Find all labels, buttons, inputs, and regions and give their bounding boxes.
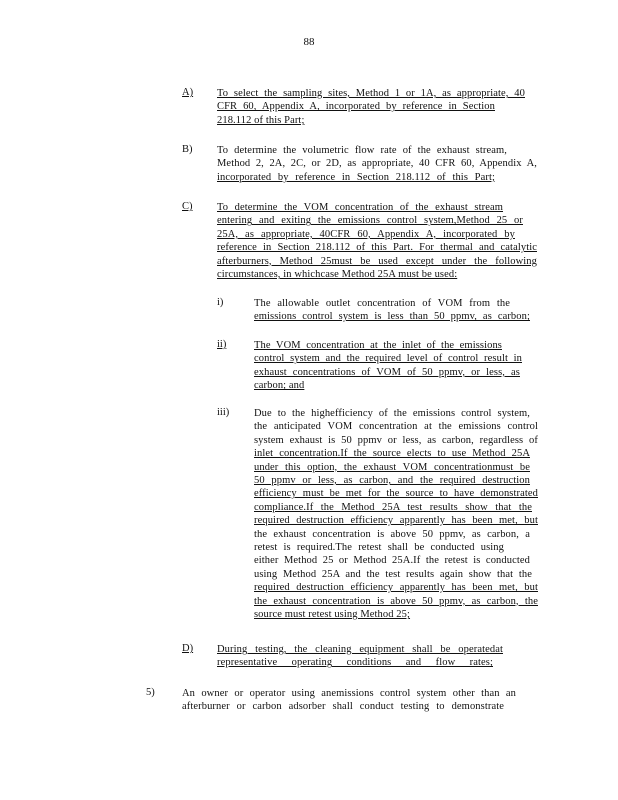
item-ii-text bbox=[254, 339, 522, 393]
text-line: representative operating conditions and flow rates; bbox=[217, 657, 493, 669]
text-line: under this option, the exhaust VOM concentrationmust be bbox=[254, 461, 530, 473]
item-label-c: C) bbox=[182, 201, 193, 212]
text-line: incorporated by reference in Section 218.112 of this Part; bbox=[217, 171, 495, 183]
text-line: inlet concentration.If the source elects to use Method 25A bbox=[254, 448, 530, 460]
text-line: system exhaust is 50 ppmv or less, as carbon, regardless of bbox=[254, 434, 538, 446]
text-line: 25A, as appropriate, 40CFR 60, Appendix A, incorporated by bbox=[217, 228, 515, 240]
text-line: exhaust concentrations of VOM of 50 ppmv, or less, as bbox=[254, 366, 520, 378]
item-label-ii: ii) bbox=[217, 339, 227, 350]
text-line: compliance.If the Method 25A test results show that the bbox=[254, 501, 532, 513]
text-line: To determine the VOM concentration of the exhaust stream bbox=[217, 202, 503, 213]
text-line: To select the sampling sites, Method 1 or 1A, as appropriate, 40 bbox=[217, 88, 525, 99]
item-label-5: 5) bbox=[146, 687, 155, 698]
text-line: Method 2, 2A, 2C, or 2D, as appropriate, 40 CFR 60, Appendix A, bbox=[217, 158, 537, 170]
text-line: the exhaust concentration is above 50 ppmv, as carbon, the bbox=[254, 595, 538, 607]
item-label-i: i) bbox=[217, 297, 224, 308]
item-a-text bbox=[217, 87, 525, 127]
item-b-text bbox=[217, 144, 537, 184]
text-line: CFR 60, Appendix A, incorporated by reference in Section bbox=[217, 101, 495, 113]
item-label-b: B) bbox=[182, 144, 193, 155]
item-c-text bbox=[217, 201, 537, 281]
text-line: reference in Section 218.112 of this Part. For thermal and catalytic bbox=[217, 242, 537, 254]
text-line: 50 ppmv or less, as carbon, and the required destruction bbox=[254, 475, 530, 487]
text-line: 218.112 of this Part; bbox=[217, 114, 305, 126]
text-line: carbon; and bbox=[254, 380, 305, 392]
text-line: either Method 25 or Method 25A.If the retest is conducted bbox=[254, 555, 530, 567]
item-5-text bbox=[182, 687, 522, 714]
item-iii-text bbox=[254, 407, 538, 622]
item-label-iii: iii) bbox=[217, 407, 230, 418]
item-label-a: A) bbox=[182, 87, 194, 98]
text-line: required destruction efficiency apparently has been met, but bbox=[254, 582, 538, 594]
text-line: During testing, the cleaning equipment shall be operatedat bbox=[217, 644, 503, 655]
text-line: efficiency must be met for the source to have demonstrated bbox=[254, 488, 538, 500]
text-line: The VOM concentration at the inlet of the emissions bbox=[254, 340, 502, 351]
text-line: the anticipated VOM concentration at the emissions control bbox=[254, 421, 538, 433]
text-line: An owner or operator using anemissions control system other than an bbox=[182, 688, 516, 699]
page-number: 88 bbox=[303, 36, 315, 48]
text-line: required destruction efficiency apparently has been met, but bbox=[254, 515, 538, 527]
text-line: the exhaust concentration is above 50 ppmv, as carbon, a bbox=[254, 528, 530, 540]
text-line: To determine the volumetric flow rate of the exhaust stream, bbox=[217, 145, 507, 156]
text-line: using Method 25A and the test results again show that the bbox=[254, 568, 532, 580]
text-line: emissions control system is less than 50 ppmv, as carbon; bbox=[254, 311, 530, 323]
text-line: Due to the highefficiency of the emissions control system, bbox=[254, 408, 530, 419]
item-i-text bbox=[254, 297, 530, 324]
text-line: entering and exiting the emissions control system,Method 25 or bbox=[217, 215, 523, 227]
item-label-d: D) bbox=[182, 643, 194, 654]
text-line: afterburners, Method 25must be used except under the following bbox=[217, 255, 537, 267]
item-d-text bbox=[217, 643, 517, 670]
text-line: retest is required.The retest shall be conducted using bbox=[254, 542, 504, 554]
text-line: source must retest using Method 25; bbox=[254, 609, 411, 621]
text-line: circumstances, in whichcase Method 25A must be used: bbox=[217, 269, 458, 281]
text-line: The allowable outlet concentration of VOM from the bbox=[254, 298, 510, 309]
text-line: control system and the required level of control result in bbox=[254, 353, 522, 365]
text-line: afterburner or carbon adsorber shall conduct testing to demonstrate bbox=[182, 701, 504, 713]
